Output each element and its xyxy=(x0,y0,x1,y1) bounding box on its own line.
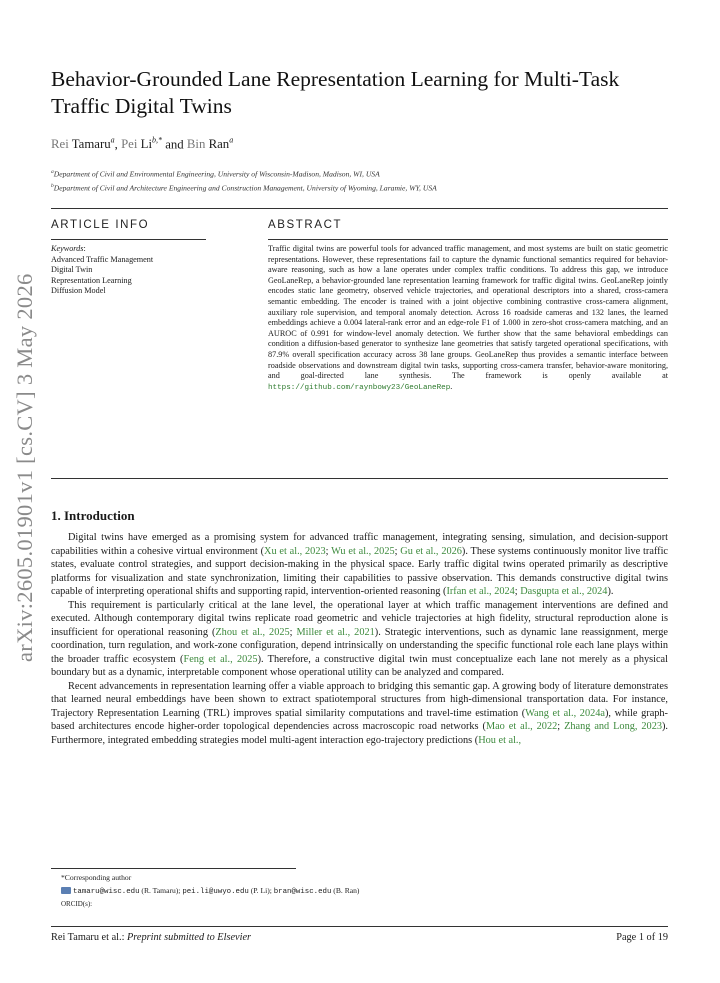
paragraph: Recent advancements in representation learning offer a viable approach to bridging this semantic gap. A growing body of literature demonstrates that learned neural embeddings have been shown to extract spatiotemporal structures from high-dimensional transportation data. For instance, Trajectory Representation Learning (TRL) improves spatial similarity computations and travel-time estimation (Wang et al., 2024a), while graph-based architectures encode higher-order topological dependencies across macroscopic road networks (Mao et al., 2022; Zhang and Long, 2023). Furthermore, integrated embedding strategies model multi-agent interaction ego-trajectory predictions (Hou et al., xyxy=(51,680,669,746)
paragraph: This requirement is particularly critical at the lane level, the operational layer at which traffic management interventions are defined and executed. Although contemporary digital twins replicate road geometric and vehicle trajectories at high fidelity, structural reproduction alone is insufficient for operational reasoning (Zhou et al., 2025; Miller et al., 2021). Strategic interventions, such as dynamic lane reassignment, merge coordination, turn regulation, and work-zone configuration, depend intrinsically on understanding the specific functional role each lane plays within the broader traffic ecosystem (Feng et al., 2025). Therefore, a constructive digital twin must conceptualize each lane not merely as a physical boundary but as a dynamic, interpretable component whose operational utility can be analyzed and compared. xyxy=(51,599,668,678)
abstract-rule xyxy=(268,239,668,240)
keywords-block: Keywords: Advanced Traffic Management Digital Twin Representation Learning Diffusion Model xyxy=(51,244,154,296)
abstract-end-rule xyxy=(51,478,668,479)
footer-left: Rei Tamaru et al.: Preprint submitted to Elsevier xyxy=(51,932,252,943)
affiliation-a: $^a$Department of Civil and Environmental Engineering, University of Wisconsin-Madison, Madison, WI, USA xyxy=(51,169,380,179)
footnote-orcid: ORCID(s): xyxy=(61,900,93,908)
abstract-body: Traffic digital twins are powerful tools for advanced traffic management, and most systems are built on static geometric representations. However, these representations fail to capture the dynamic functional semantics required for behavior-aware reasoning, such as how a lane operates under complex traffic conditions. To address this gap, we introduce GeoLaneRep, a behavior-grounded lane representation learning framework for traffic digital twins. GeoLaneRep jointly encodes static lane geometry, observed vehicle trajectories, and operational descriptors into a shared, cross-camera semantic embedding. The encoder is trained with a joint objective combining contrastive cross-camera alignment, auxiliary role supervision, and temporal anomaly detection. Across 16 roadside cameras and 132 lanes, the learned embeddings achieve a 0.004 lateral-rank error and an edge-role F1 of 1.000 in zero-shot cross-camera matching, and an AUROC of 0.991 for window-level anomaly detection. We further show that the same behavioral embeddings can condition a diffusion-based generator to synthesize lane geometries that satisfy targeted operational specifications, with 87.9% overall specification accuracy across 38 lane groups. GeoLaneRep thus provides a semantic interface between roadside observations and downstream digital twin tasks, supporting cross-camera transfer, behavior-aware monitoring, and goal-directed lane synthesis. The framework is openly available at https://github.com/raynbowy23/GeoLaneRep. xyxy=(268,244,668,392)
keyword: Advanced Traffic Management xyxy=(51,254,154,264)
arxiv-id: arXiv:2605.01901v1 [cs.CV] 3 May 2026 xyxy=(12,273,37,662)
author-list: Rei Tamaru$^a$, Pei $Li^{b,*}$ and Bin Ran$^a$ xyxy=(51,136,234,152)
abstract-heading: ABSTRACT xyxy=(268,219,343,231)
citation-link[interactable]: Xu et al., 2023 xyxy=(264,545,326,557)
footer-page-number: Page 1 of 19 xyxy=(616,932,668,943)
citation-link[interactable]: Miller et al., 2021 xyxy=(296,626,375,638)
header-rule xyxy=(51,208,668,209)
citation-link[interactable]: Wu et al., 2025 xyxy=(331,545,395,557)
citation-link[interactable]: Feng et al., 2025 xyxy=(183,653,258,665)
article-info-rule xyxy=(51,239,206,240)
paper-title: Behavior-Grounded Lane Representation Learning for Multi-Task Traffic Digital Twins xyxy=(51,67,620,118)
citation-link[interactable]: Mao et al., 2022 xyxy=(485,721,558,732)
email-link[interactable]: tamaru@wisc.edu xyxy=(73,888,140,896)
keyword: Digital Twin xyxy=(51,265,93,275)
citation-link[interactable]: Irfan et al., 2024 xyxy=(446,586,515,597)
section-heading: 1. Introduction xyxy=(51,508,135,523)
footnote-rule xyxy=(51,868,296,869)
email-link[interactable]: pei.li@uwyo.edu xyxy=(182,888,249,896)
citation-link[interactable]: Zhang and Long, 2023 xyxy=(564,721,662,732)
citation-link[interactable]: Hou et al., xyxy=(478,734,522,746)
keywords-label: Keywords xyxy=(51,244,84,253)
email-link[interactable]: bran@wisc.edu xyxy=(273,888,332,896)
introduction-body xyxy=(51,531,668,747)
footer-rule xyxy=(51,926,668,927)
article-info-heading: ARTICLE INFO xyxy=(51,219,150,231)
author-name: Bin Ran$^a$ xyxy=(186,136,234,152)
citation-link[interactable]: Dasgupta et al., 2024 xyxy=(520,586,608,597)
citation-link[interactable]: Wang et al., 2024a xyxy=(525,707,605,719)
mail-icon xyxy=(61,887,71,894)
footnote-corresponding: *Corresponding author xyxy=(61,873,132,882)
affiliation-b: $^b$Department of Civil and Architecture Engineering and Construction Management, University of Wyoming, Laramie, WY, USA xyxy=(51,183,437,193)
author-name: Pei $Li^{b,*}$ xyxy=(121,136,162,152)
citation-link[interactable]: Zhou et al., 2025 xyxy=(215,626,290,638)
paragraph: Digital twins have emerged as a promising system for advanced traffic management, integrating sensing, simulation, and decision-support capabilities within a cohesive virtual environment (Xu et al., 2023; Wu et al., 2025; Gu et al., 2026). These systems continuously monitor live traffic states, evaluate control strategies, and support decision-making in the physical space. Early traffic digital twins operated primarily as descriptive platforms for visualization and state synchronization, limiting their capabilities to passive observation. This demands constructive digital twins capable of interpreting operational shifts and supporting rapid, intervention-oriented reasoning (Irfan et al., 2024; Dasgupta et al., 2024). xyxy=(51,532,668,597)
author-name: Rei Tamaru$^a$ xyxy=(51,136,115,152)
github-link[interactable]: https://github.com/raynbowy23/GeoLaneRep xyxy=(268,383,451,392)
citation-link[interactable]: Gu et al., 2026 xyxy=(400,545,462,557)
footnote-emails: tamaru@wisc.edu (R. Tamaru); pei.li@uwyo.edu (P. Li); bran@wisc.edu (B. Ran) xyxy=(61,886,359,896)
keyword: Representation Learning xyxy=(51,275,132,285)
keyword: Diffusion Model xyxy=(51,286,106,296)
